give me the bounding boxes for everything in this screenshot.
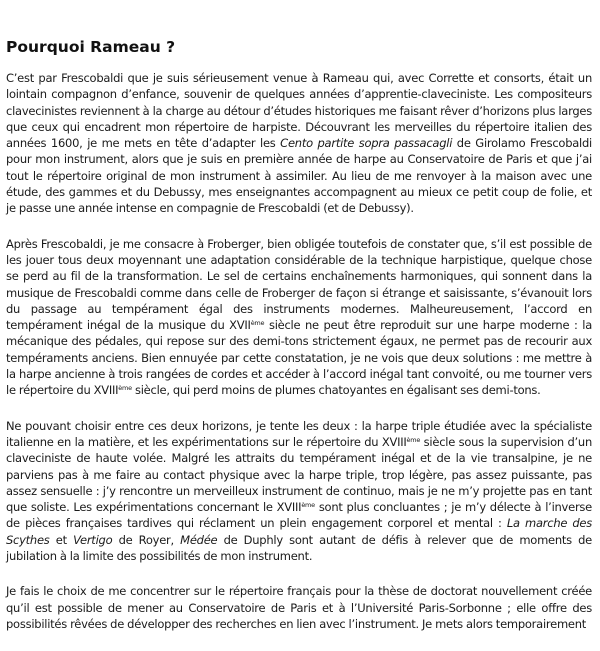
text-segment: sont plus concluantes ; je m’y délecte à l’inverse de pièces françaises tardives qui réclament un plein engagement corporel et mental : [6, 500, 592, 531]
work-title: Cento partite sopra passacagli [280, 136, 453, 151]
ordinal-superscript: ème [301, 501, 315, 510]
paragraph [6, 236, 592, 399]
paragraph [6, 418, 592, 565]
text-segment: Je fais le choix de me concentrer sur le répertoire français pour la thèse de doctorat nouvellement créée qu’il est possible de mener au Conservatoire de Paris et à l’Université Paris-Sorbonne ; elle offre des possibilités rêvées de développer des recherches en lien avec l’instrument. Je mets alors temporairement [6, 584, 592, 631]
document-body [6, 70, 592, 651]
text-segment: C’est par Frescobaldi que je suis sérieusement venue à Rameau qui, avec Corrette et consorts, était un lointain compagnon d’enfance, souvenir de quelques années d’apprentie-claveciniste. Les compositeurs clavecinistes reviennent à la charge au détour d’études historiques me faisant rêver d’horizons plus larges que ceux qui encadrent mon répertoire de harpiste. Découvrant les merveilles du répertoire italien des années 1600, je me mets en tête d’adapter les [6, 71, 592, 151]
page-title: Pourquoi Rameau ? [6, 38, 176, 56]
text-segment: siècle sous la supervision d’un claveciniste de haute volée. Malgré les attraits du tempérament inégal et de la vie transalpine, je ne parviens pas à me faire au contact physique avec la harpe triple, trop légère, pas assez puissante, pas assez sensuelle : j’y rencontre un merveilleux instrument de continuo, mais je ne m’y projette pas en tant que soliste. Les expérimentations concernant le XVIII [6, 434, 592, 515]
text-segment: de Girolamo Frescobaldi pour mon instrument, alors que je suis en première année de harpe au Conservatoire de Paris et que j’ai tout le répertoire original de mon instrument à assimiler. Au lieu de me renvoyer à la maison avec une étude, des gammes et du Debussy, mes enseignantes accompagnent au mieux ce petit coup de folie, et je passe une année intense en compagnie de Frescobaldi (et de Debussy). [6, 136, 592, 216]
text-segment: et [49, 532, 74, 547]
ordinal-superscript: ème [406, 435, 421, 444]
text-segment: Ne pouvant choisir entre ces deux horizons, je tente les deux : la harpe triple étudiée avec la spécialiste italienne en la matière, et les expérimentations sur le répertoire du XVIII [6, 418, 592, 449]
ordinal-superscript: ème [118, 384, 132, 393]
work-title: Médée [180, 532, 218, 547]
text-segment: de Duphly sont autant de défis à relever que de moments de jubilation à la limite des possibilités de mon instrument. [6, 532, 592, 564]
ordinal-superscript: ème [250, 319, 265, 328]
text-segment: siècle, qui perd moins de plumes chatoyantes en égalisant ses demi-tons. [131, 383, 541, 398]
text-segment: de Royer, [112, 532, 181, 547]
text-segment: Après Frescobaldi, je me consacre à Froberger, bien obligée toutefois de constater que, s’il est possible de les jouer tous deux moyennant une adaptation considérable de la technique harpistique, quelque chose se perd au fil de la transformation. Le sel de certains enchaînements harmoniques, qui sonnent dans la musique de Frescobaldi comme dans celle de Froberger de façon si étrange et saisissante, s’évanouit lors du passage au tempérament égal des instruments modernes. Malheureusement, l’accord en tempérament inégal de la musique du XVII [6, 236, 592, 333]
paragraph [6, 583, 592, 632]
work-title: Vertigo [73, 532, 113, 547]
work-title: La marche des Scythes [6, 516, 592, 547]
text-segment: siècle ne peut être reproduit sur une harpe moderne : la mécanique des pédales, qui repose sur des demi-tons strictement égaux, ne permet pas de recourir aux tempéraments anciens. Bien ennuyée par cette constatation, je ne vois que deux solutions : me mettre à la harpe ancienne à trois rangées de cordes et accéder à l’accord inégal tant convoité, ou me tourner vers le répertoire du XVIII [6, 318, 592, 398]
paragraph [6, 70, 592, 217]
